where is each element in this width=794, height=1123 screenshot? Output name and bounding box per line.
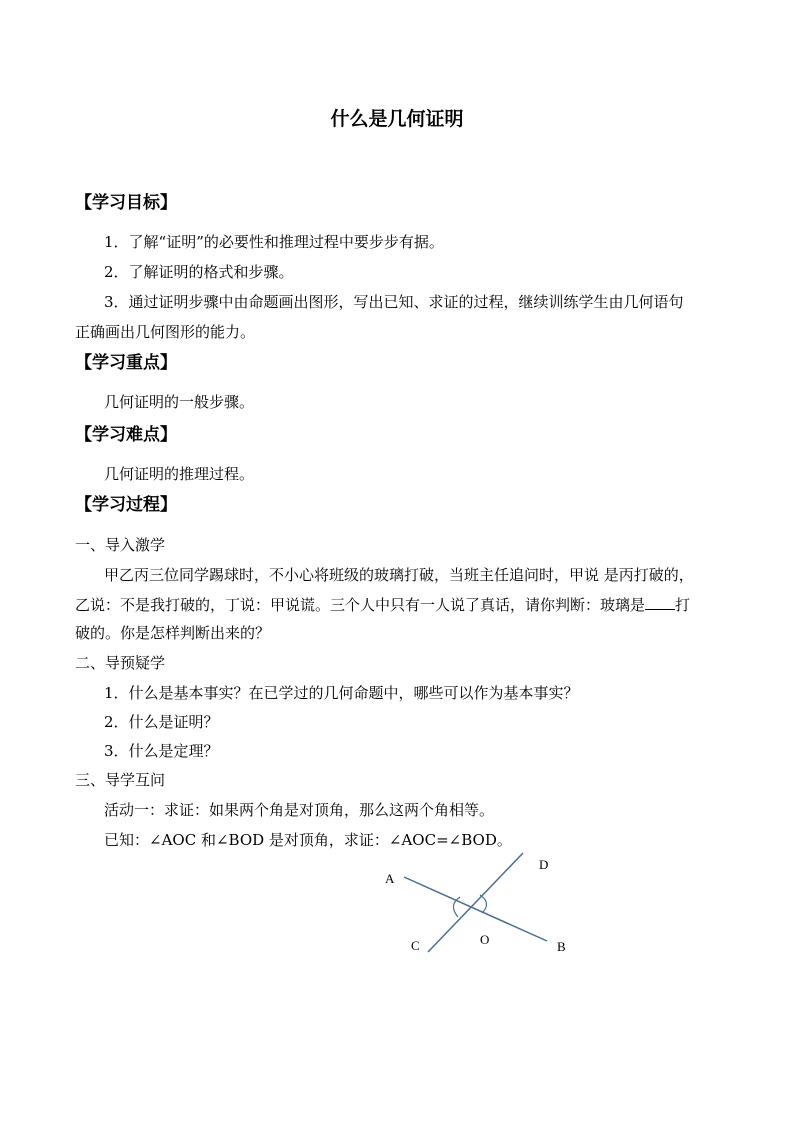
key-text: 几何证明的一般步骤。 bbox=[104, 393, 255, 411]
line-cd bbox=[428, 853, 523, 952]
goal-item-3: 3．通过证明步骤中由命题画出图形，写出已知、求证的过程，继续训练学生由几何语句 bbox=[104, 293, 684, 311]
heading-key: 【学习重点】 bbox=[75, 353, 177, 373]
answer-blank bbox=[645, 595, 675, 610]
vertical-angles-figure bbox=[370, 845, 590, 970]
page-title: 什么是几何证明 bbox=[330, 108, 464, 130]
difficulty-text: 几何证明的推理过程。 bbox=[104, 465, 255, 483]
part1-line2-end: 打 bbox=[675, 596, 691, 614]
goal-item-3-continued: 正确画出几何图形的能力。 bbox=[75, 323, 256, 341]
part2-item-2: 2．什么是证明？ bbox=[104, 713, 219, 731]
part3-title: 三、导学互问 bbox=[75, 771, 166, 789]
part1-line1: 甲乙丙三位同学踢球时，不小心将班级的玻璃打破，当班主任追问时，甲说 是丙打破的， bbox=[104, 566, 694, 584]
part1-title: 一、导入激学 bbox=[75, 536, 166, 554]
goal-item-1: 1．了解“证明”的必要性和推理过程中要步步有据。 bbox=[104, 233, 444, 251]
label-o: O bbox=[480, 932, 490, 947]
label-a: A bbox=[385, 871, 395, 886]
heading-process: 【学习过程】 bbox=[75, 495, 177, 515]
label-b: B bbox=[557, 939, 566, 954]
heading-goals: 【学习目标】 bbox=[75, 193, 177, 213]
part1-line2-text: 乙说：不是我打破的，丁说：甲说谎。三个人中只有一人说了真话，请你判断：玻璃是 bbox=[75, 596, 646, 614]
part1-line3: 破的。你是怎样判断出来的？ bbox=[75, 624, 271, 642]
label-d: D bbox=[539, 857, 549, 872]
part1-line2 bbox=[75, 595, 690, 615]
part3-activity: 活动一：求证：如果两个角是对顶角，那么这两个角相等。 bbox=[104, 801, 495, 819]
goal-item-2: 2．了解证明的格式和步骤。 bbox=[104, 263, 294, 281]
part2-item-1: 1．什么是基本事实？在已学过的几何命题中，哪些可以作为基本事实？ bbox=[104, 684, 579, 702]
part3-given: 已知：∠AOC 和∠BOD 是对顶角，求证：∠AOC=∠BOD。 bbox=[104, 831, 512, 849]
part2-title: 二、导预疑学 bbox=[75, 654, 166, 672]
part2-item-3: 3．什么是定理？ bbox=[104, 742, 219, 760]
heading-difficulty: 【学习难点】 bbox=[75, 425, 177, 445]
line-ab bbox=[404, 877, 547, 941]
label-c: C bbox=[411, 938, 420, 953]
